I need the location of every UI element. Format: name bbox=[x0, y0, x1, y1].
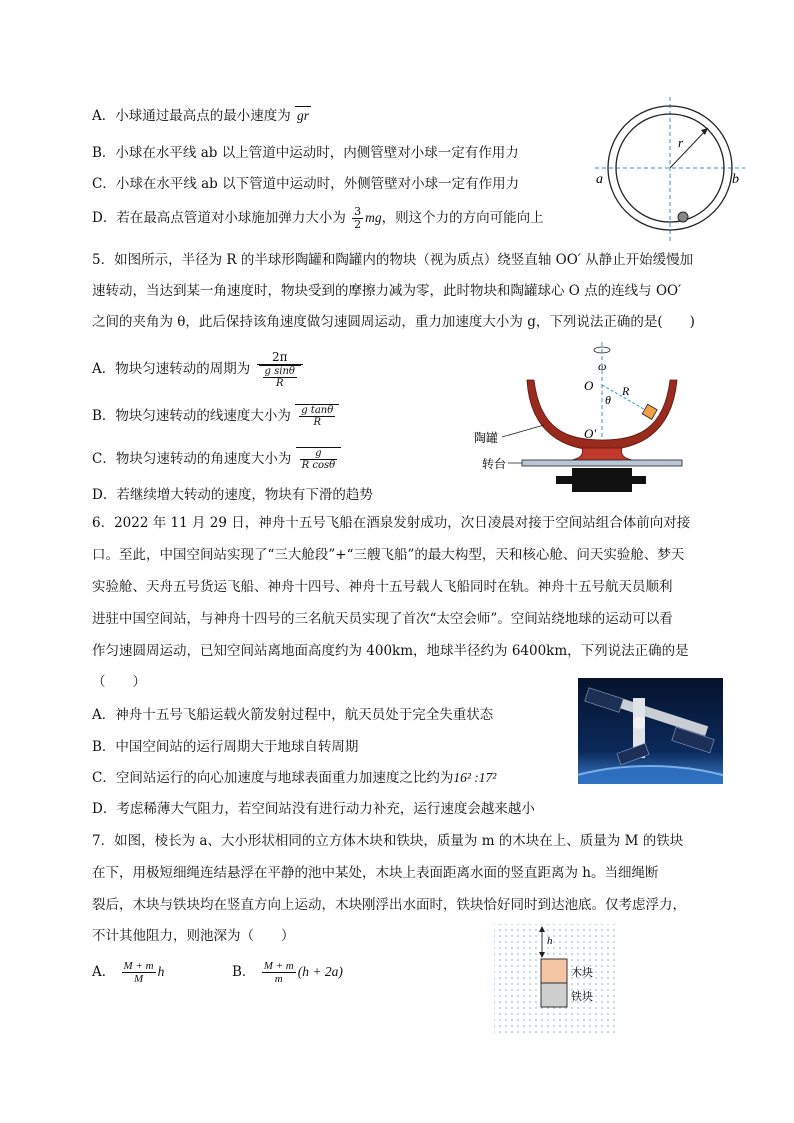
fraction-3-2: $\frac{3}{2}$ bbox=[354, 205, 362, 231]
q4-option-c: C．小球在水平线 ab 以下管道中运动时，外侧管壁对小球一定有作用力 bbox=[92, 176, 520, 192]
label-h: h bbox=[547, 935, 553, 947]
iron-block bbox=[541, 983, 567, 1007]
q7-stem-1: 7．如图，棱长为 a、大小形状相同的立方体木块和铁块，质量为 m 的木块在上、质量为 M 的铁块 bbox=[92, 833, 684, 849]
q6-stem-6: （ ） bbox=[92, 674, 146, 690]
q5-option-b: B．物块匀速转动的线速度大小为 $\frac{\text{g tanθ}}{R}$ bbox=[92, 404, 339, 428]
q4-option-b: B．小球在水平线 ab 以上管道中运动时，内侧管壁对小球一定有作用力 bbox=[92, 145, 519, 161]
turntable bbox=[522, 460, 682, 466]
q7-figure-pool bbox=[492, 922, 620, 1040]
q7-stem-4: 不计其他阻力，则池深为（ ） bbox=[92, 928, 295, 944]
label-r: r bbox=[678, 135, 684, 150]
q6-stem-4: 进驻中国空间站，与神舟十四号的三名航天员实现了首次“太空会师”。空间站绕地球的运动可以看 bbox=[92, 611, 673, 627]
q7-stem-2: 在下，用极短细绳连结悬浮在平静的池中某处，木块上表面距离水面的竖直距离为 h。当细绳断 bbox=[92, 865, 659, 881]
label-pot: 陶罐 bbox=[474, 431, 499, 445]
q5-option-a: A．物块匀速转动的周期为 $\frac{2\pi}{\frac{\text{g sinθ}}{R}}$ bbox=[92, 350, 305, 389]
label-omega: ω bbox=[598, 359, 607, 373]
q7-option-a: A． $\frac{M + m}{M}$ h bbox=[92, 960, 165, 985]
label-a: a bbox=[596, 172, 603, 187]
q6-stem-2: 口。至此，中国空间站实现了“三大舱段”+“三艘飞船”的最大构型，天和核心舱、问天实验舱、梦天 bbox=[92, 547, 685, 563]
q5-stem-2: 速转动，当达到某一角速度时，物块受到的摩擦力减为零，此时物块和陶罐球心 O 点的连线与 OO′ bbox=[92, 283, 682, 299]
q5-option-d: D．若继续增大转动的速度，物块有下滑的趋势 bbox=[92, 487, 373, 503]
space-station-photo bbox=[578, 678, 723, 784]
q4-option-d: D．若在最高点管道对小球施加弹力大小为 $\frac{3}{2}$ mg，则这个力的方向可能向上 bbox=[92, 205, 544, 231]
ball bbox=[678, 212, 688, 222]
q6-stem-3: 实验舱、天舟五号货运飞船、神舟十四号、神舟十五号载人飞船同时在轨。神舟十五号航天员顺利 bbox=[92, 579, 673, 595]
label-R: R bbox=[622, 384, 630, 398]
q6-option-d: D．考虑稀薄大气阻力，若空间站没有进行动力补充，运行速度会越来越小 bbox=[92, 801, 535, 817]
q7-stem-3: 裂后，木块与铁块均在竖直方向上运动，木块刚浮出水面时，铁块恰好同时到达池底。仅考虑浮力， bbox=[92, 897, 686, 913]
label-wood: 木块 bbox=[571, 967, 593, 979]
q6-option-b: B．中国空间站的运行周期大于地球自转周期 bbox=[92, 739, 359, 755]
q5-stem-3: 之间的夹角为 θ，此后保持该角速度做匀速圆周运动，重力加速度大小为 g，下列说法正确的是( ) bbox=[92, 314, 695, 330]
q6-option-a: A．神舟十五号飞船运载火箭发射过程中，航天员处于完全失重状态 bbox=[92, 707, 494, 723]
label-table: 转台 bbox=[482, 457, 507, 471]
q5-stem-1: 5．如图所示，半径为 R 的半球形陶罐和陶罐内的物块（视为质点）绕竖直轴 OO′ 从静止开始缓慢加 bbox=[92, 252, 694, 268]
wood-block bbox=[541, 959, 567, 983]
label-b: b bbox=[732, 172, 739, 187]
q4-figure-ring bbox=[590, 95, 750, 245]
sqrt-gr: gr bbox=[297, 108, 310, 123]
q5-figure-bowl bbox=[472, 340, 692, 500]
q7-option-b: B． $\frac{M + m}{m}$ (h + 2a) bbox=[232, 960, 343, 985]
label-theta: θ bbox=[605, 393, 611, 407]
q4-option-a: A．小球通过最高点的最小速度为 gr bbox=[92, 108, 310, 124]
q6-option-c: C．空间站运行的向心加速度与地球表面重力加速度之比约为16² :17² bbox=[92, 770, 497, 786]
q5-option-c: C．物块匀速转动的角速度大小为 $\frac{g}{\text{R cosθ}}$ bbox=[92, 447, 341, 471]
q6-stem-5: 作匀速圆周运动，已知空间站离地面高度约为 400km，地球半径约为 6400km，下列说法正确的是 bbox=[92, 643, 689, 659]
label-O-prime: O′ bbox=[584, 426, 597, 441]
q6-stem-1: 6．2022 年 11 月 29 日，神舟十五号飞船在酒泉发射成功，次日凌晨对接于空间站组合体前向对接 bbox=[92, 515, 691, 531]
label-O: O bbox=[584, 378, 594, 393]
block bbox=[642, 404, 657, 419]
label-iron: 铁块 bbox=[571, 991, 593, 1003]
